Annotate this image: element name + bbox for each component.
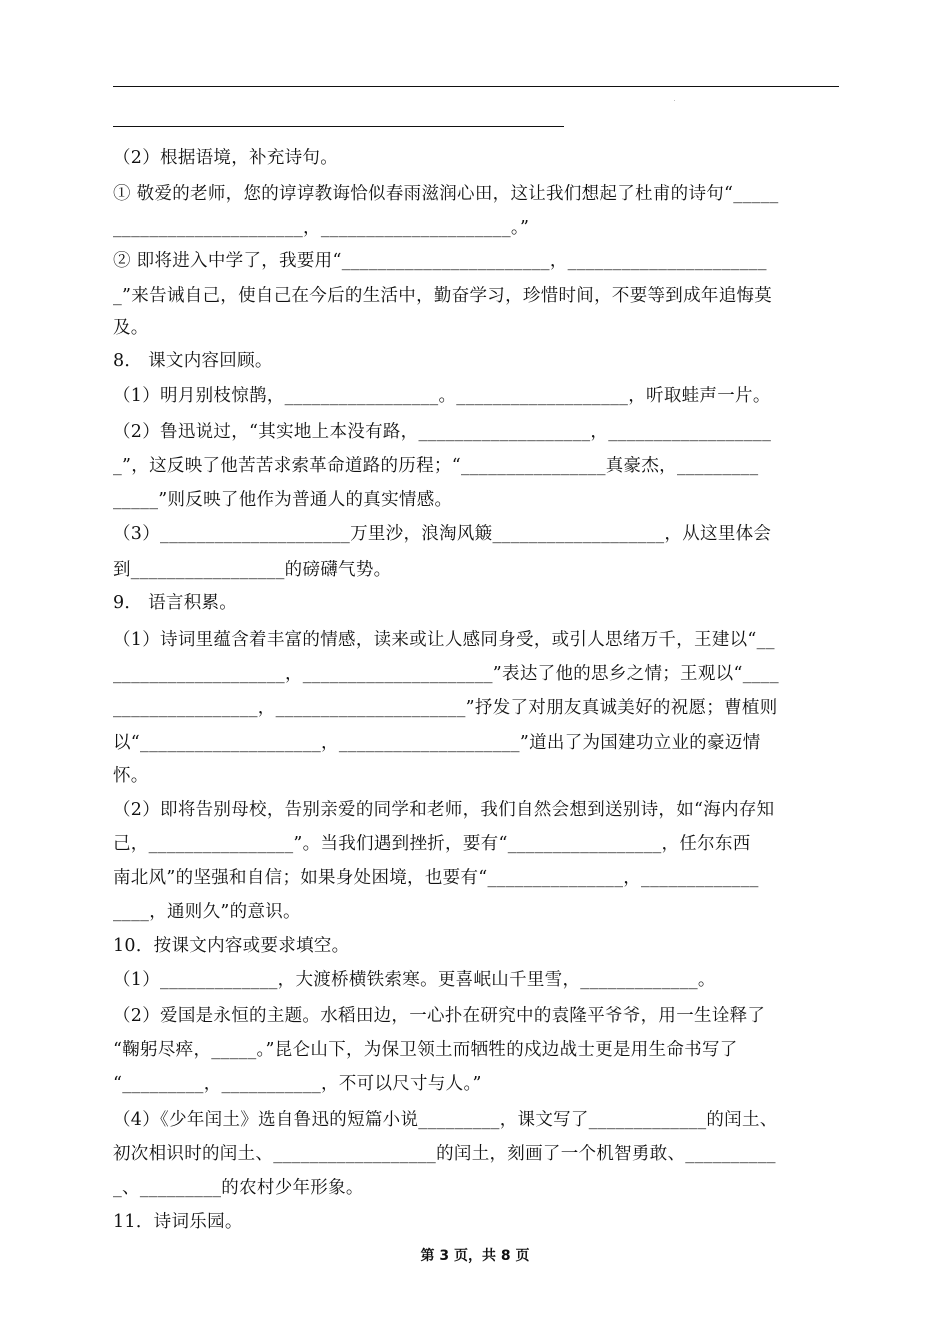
text-line: ② 即将进入中学了，我要用“_______________________，______________________: [113, 251, 767, 271]
text-line: _____________________，_____________________。”: [113, 218, 530, 238]
text-line: 南北风”的坚强和自信；如果身处困境，也要有“_______________，_____________: [113, 868, 759, 888]
text-line: 到_________________的磅礴气势。: [113, 560, 392, 580]
text-line: （4）《少年闰土》选自鲁迅的短篇小说_________，课文写了_____________的闰土、: [113, 1110, 778, 1130]
question-heading: 11．诗词乐园。: [113, 1212, 243, 1232]
text-line: “鞠躬尽瘁，_____。”昆仑山下，为保卫领土而牺牲的戍边战士更是用生命书写了: [113, 1040, 738, 1060]
text-line: _”来告诫自己，使自己在今后的生活中，勤奋学习，珍惜时间，不要等到成年追悔莫: [113, 286, 773, 306]
text-line: 怀。: [113, 766, 149, 786]
question-heading: 8． 课文内容回顾。: [113, 351, 273, 371]
text-line: （2）即将告别母校，告别亲爱的同学和老师，我们自然会想到送别诗，如“海内存知: [113, 800, 775, 820]
text-line: （1）明月别枝惊鹊，_________________。___________________，听取蛙声一片。: [113, 386, 771, 406]
text-line: （3）_____________________万里沙，浪淘风簸___________________，从这里体会: [113, 524, 772, 544]
text-line: （2）爱国是永恒的主题。水稻田边，一心扑在研究中的袁隆平爷爷，用一生诠释了: [113, 1006, 766, 1026]
text-line: _、_________的农村少年形象。: [113, 1178, 364, 1198]
text-line: ____，通则久”的意识。: [113, 902, 301, 922]
text-line: ___________________，_____________________”表达了他的思乡之情；王观以“____: [113, 664, 779, 684]
question-heading: 9． 语言积累。: [113, 593, 238, 613]
question-heading: 10．按课文内容或要求填空。: [113, 936, 350, 956]
text-line: 以“____________________，____________________”道出了为国建功立业的豪迈情: [113, 733, 761, 753]
text-line: ① 敬爱的老师，您的谆谆教诲恰似春雨滋润心田，这让我们想起了杜甫的诗句“_____: [113, 184, 779, 204]
answer-line-full: [113, 86, 839, 87]
text-line: （2）根据语境，补充诗句。: [113, 148, 339, 168]
text-line: （1）_____________，大渡桥横铁索寒。更喜岷山千里雪，_____________。: [113, 970, 716, 990]
text-line: （1）诗词里蕴含着丰富的情感，读来或让人感同身受，或引人思绪万千，王建以“__: [113, 630, 775, 650]
scan-speck: [674, 100, 675, 101]
text-line: 己，________________”。当我们遇到挫折，要有“_________________，任尔东西: [113, 834, 751, 854]
text-line: “_________，___________，不可以尺寸与人。”: [113, 1074, 482, 1094]
page-number-footer: 第 3 页，共 8 页: [420, 1248, 530, 1264]
text-line: _”，这反映了他苦苦求索革命道路的历程；“________________真豪杰，_________: [113, 456, 759, 476]
text-line: 及。: [113, 318, 149, 338]
answer-line-partial: [113, 126, 564, 127]
text-line: _____”则反映了他作为普通人的真实情感。: [113, 490, 453, 510]
text-line: ________________，_____________________”抒发了对朋友真诚美好的祝愿；曹植则: [113, 698, 778, 718]
text-line: 初次相识时的闰土、__________________的闰土，刻画了一个机智勇敢、__________: [113, 1144, 776, 1164]
text-line: （2）鲁迅说过，“其实地上本没有路，___________________，__________________: [113, 422, 772, 442]
